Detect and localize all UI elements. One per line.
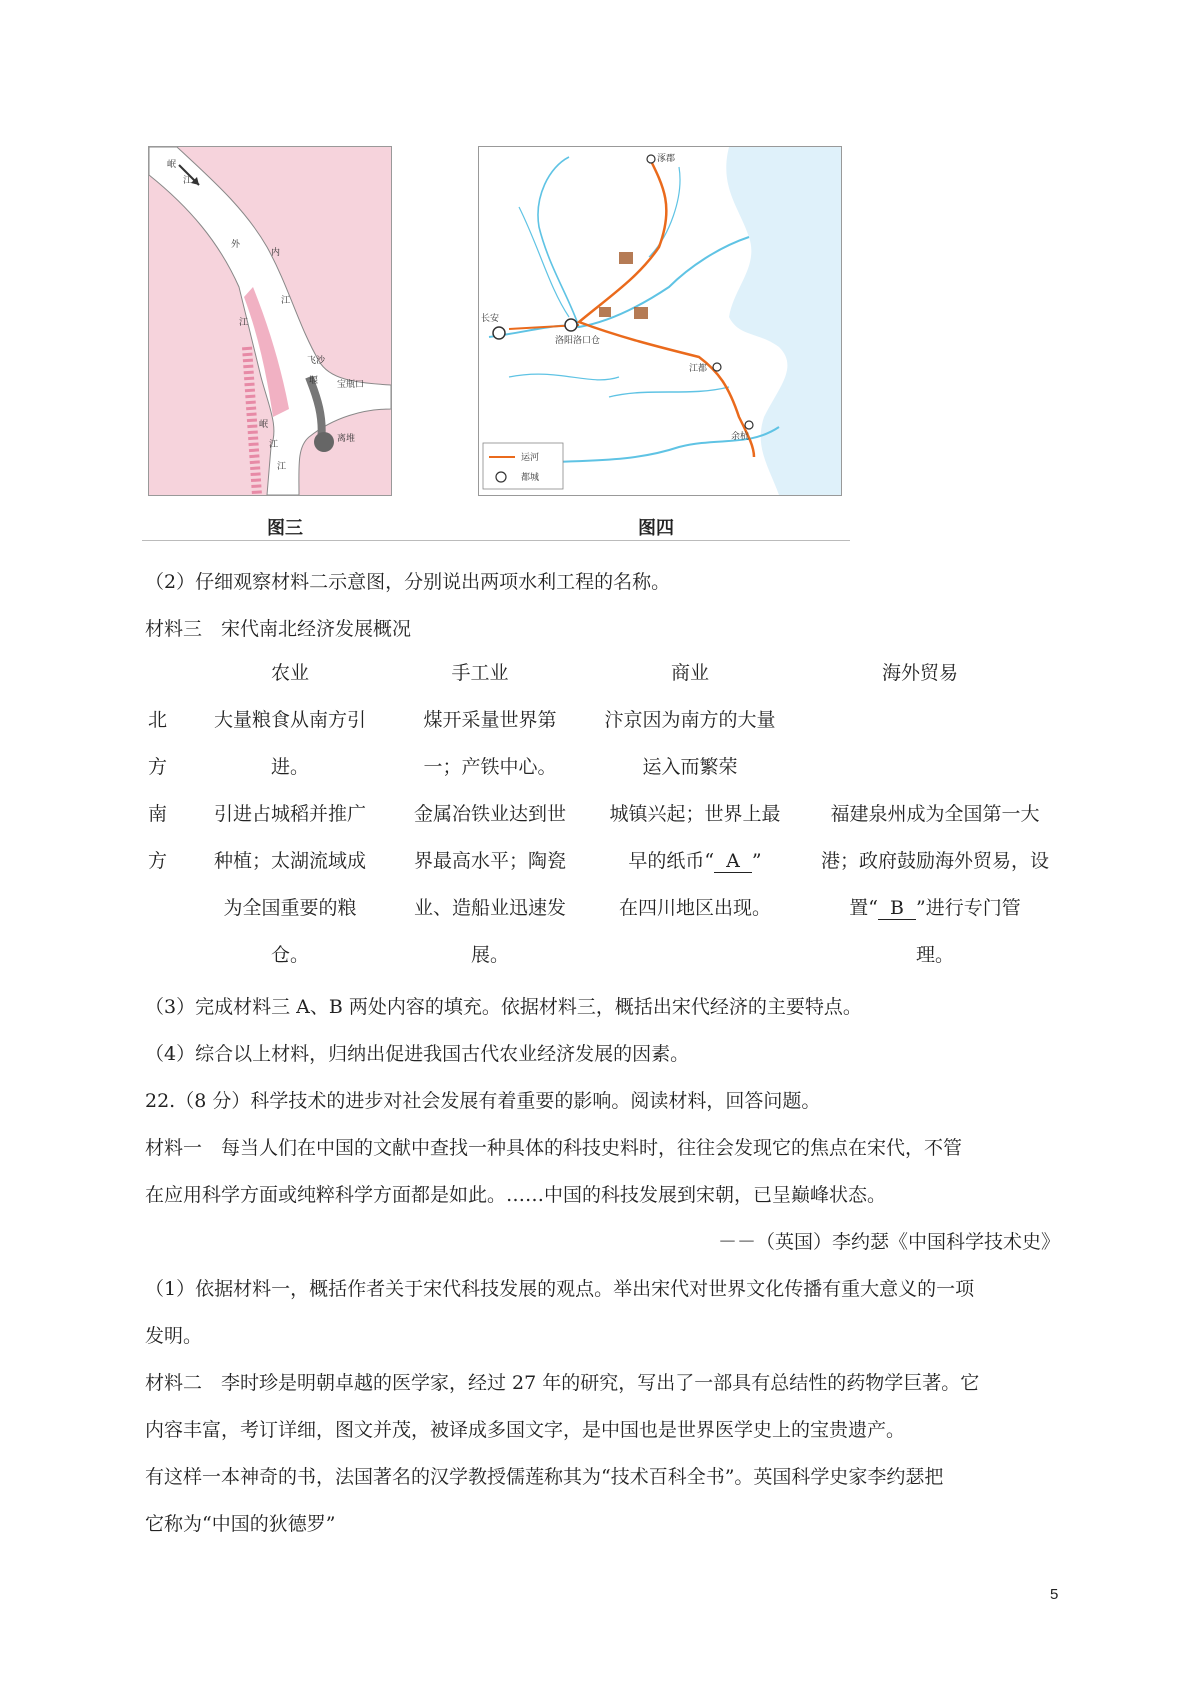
south-label-1: 南 [148,803,168,825]
question-4: （4）综合以上材料，归纳出促进我国古代农业经济发展的因素。 [145,1043,690,1065]
material-2-line-4: 它称为“中国的狄德罗” [145,1513,336,1535]
south-handicraft-1: 金属冶铁业达到世 [413,803,566,825]
question-22: 22.（8 分）科学技术的进步对社会发展有着重要的影响。阅读材料，回答问题。 [145,1090,821,1112]
fig3-label-min-lower: 岷 [259,420,269,430]
fig3-label-jiang-lower: 江 [269,440,279,450]
south-commerce-2-prefix: 早的纸币“ [628,850,715,872]
north-commerce-1: 汴京因为南方的大量 [604,709,776,731]
fig3-label-jiang-outer: 江 [239,318,249,328]
south-trade-3-suffix: ”进行专门管 [915,897,1021,919]
south-label-2: 方 [148,850,168,872]
map-label-jiangdu: 江都 [689,364,708,374]
south-trade-3 [810,885,1060,931]
material-3-title: 材料三 宋代南北经济发展概况 [145,618,412,640]
map-label-changan: 长安 [481,314,500,324]
question-22-1-line-1: （1）依据材料一，概括作者关于宋代科技发展的观点。举出宋代对世界文化传播有重大意义的一项 [145,1278,975,1300]
material-2-line-2: 内容丰富，考订详细，图文并茂，被译成多国文字，是中国也是世界医学史上的宝贵遗产。 [145,1419,906,1441]
question-22-1-line-2: 发明。 [145,1325,203,1347]
south-handicraft-3: 业、造船业迅速发 [413,897,566,919]
fig3-label-jiang: 江 [183,176,193,186]
fig3-label-jiang-inner: 江 [281,296,291,306]
south-agriculture-1: 引进占城稻并推广 [213,803,366,825]
south-commerce-1: 城镇兴起；世界上最 [609,803,781,825]
material-2-line-1: 材料二 李时珍是明朝卓越的医学家，经过 27 年的研究，写出了一部具有总结性的药物学巨著。它 [145,1372,980,1394]
fig3-label-yan: 堰 [309,376,319,386]
table-header-commerce: 商业 [670,662,709,684]
legend-city-label: 都城 [521,473,540,483]
north-commerce-2: 运入而繁荣 [642,756,738,778]
fig3-label-feisha: 飞沙 [307,356,326,366]
map-label-luoyang: 洛阳洛口仓 [555,336,601,346]
changan-city-icon [493,327,505,339]
yuhang-city-icon [745,421,753,429]
legend-city-icon [496,472,506,482]
luoyang-city-icon [565,319,577,331]
material-1-line-2: 在应用科学方面或纯粹科学方面都是如此。……中国的科技发展到宋朝，已呈巅峰状态。 [145,1184,887,1206]
granary-icon [634,307,648,319]
question-3: （3）完成材料三 A、B 两处内容的填充。依据材料三，概括出宋代经济的主要特点。 [145,996,862,1018]
south-trade-1: 福建泉州成为全国第一大 [830,803,1040,825]
fig3-label-jiang-bottom: 江 [277,462,287,472]
north-label-2: 方 [148,756,168,778]
dujiangyan-diagram [149,147,391,495]
table-header-agriculture: 农业 [270,662,309,684]
legend-canal-label: 运河 [521,453,540,463]
south-commerce-2 [590,838,800,884]
blank-a: A [714,850,752,873]
jiangdu-city-icon [713,363,721,371]
granary-icon [619,252,633,264]
fig3-label-wai: 外 [231,240,241,250]
north-agriculture-2: 进。 [270,756,309,778]
grand-canal-map [479,147,841,495]
south-trade-2: 港；政府鼓励海外贸易，设 [820,850,1049,872]
map-label-zhuojun: 涿郡 [657,154,676,164]
table-header-trade: 海外贸易 [881,662,958,684]
south-handicraft-4: 展。 [470,944,509,966]
south-agriculture-2: 种植；太湖流域成 [213,850,366,872]
figure-3-map [148,146,392,496]
south-agriculture-3: 为全国重要的粮 [223,897,357,919]
south-trade-3-prefix: 置“ [849,897,879,919]
material-1-source: －－（英国）李约瑟《中国科学技术史》 [717,1231,1060,1253]
figure-3-caption: 图三 [267,518,303,539]
blank-b: B [878,897,916,920]
fig3-label-min: 岷 [167,160,177,170]
north-agriculture-1: 大量粮食从南方引 [213,709,366,731]
south-commerce-3: 在四川地区出现。 [618,897,771,919]
page-number: 5 [1050,1586,1059,1603]
south-handicraft-2: 界最高水平；陶瓷 [413,850,566,872]
figure-4-map [478,146,842,496]
zhuojun-city-icon [647,155,655,163]
south-trade-4: 理。 [915,944,954,966]
table-header-handicraft: 手工业 [451,662,509,684]
north-handicraft-2: 一；产铁中心。 [423,756,557,778]
north-handicraft-1: 煤开采量世界第 [423,709,557,731]
material-1-line-1: 材料一 每当人们在中国的文献中查找一种具体的科技史料时，往往会发现它的焦点在宋代，不管 [145,1137,963,1159]
question-2: （2）仔细观察材料二示意图，分别说出两项水利工程的名称。 [145,571,671,593]
material-2-line-3: 有这样一本神奇的书，法国著名的汉学教授儒莲称其为“技术百科全书”。英国科学史家李约瑟把 [145,1466,944,1488]
figure-4-caption: 图四 [638,518,674,539]
fig3-label-nei: 内 [271,248,281,258]
fig3-label-lidui: 离堆 [337,434,356,444]
north-label-1: 北 [148,709,168,731]
granary-icon [599,307,611,317]
south-commerce-2-suffix: ” [751,850,762,872]
map-label-yuhang: 余杭 [731,432,750,442]
figure-divider [142,540,850,541]
south-agriculture-4: 仓。 [270,944,309,966]
fig3-label-baopingkou: 宝瓶口 [337,380,365,390]
